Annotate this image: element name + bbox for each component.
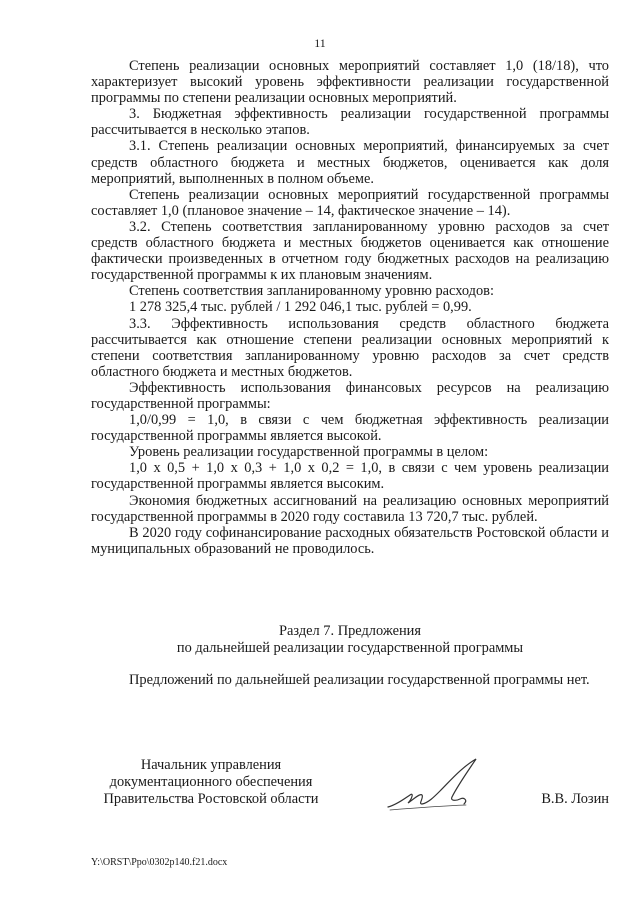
signatory-name: В.В. Лозин bbox=[541, 791, 609, 807]
section-title: Раздел 7. Предложения bbox=[279, 623, 421, 639]
section-subtitle: по дальнейшей реализации государственной программы bbox=[176, 640, 524, 656]
position-line: Правительства Ростовской области bbox=[103, 791, 319, 807]
section-heading bbox=[91, 623, 609, 657]
handwritten-signature bbox=[384, 755, 494, 815]
position-line: документационного обеспечения bbox=[109, 774, 313, 790]
paragraph: 3.1. Степень реализации основных мероприятий, финансируемых за счет средств областного бюджета и местных бюджетов, оценивается как доля мероприятий, выполненных в полном объеме. bbox=[91, 138, 609, 187]
paragraph: Степень реализации основных мероприятий государственной программы составляет 1,0 (плановое значение – 14, фактическое значение – 14). bbox=[91, 186, 609, 219]
paragraph: Эффективность использования финансовых ресурсов на реализацию государственной программы: bbox=[91, 379, 609, 412]
proposal-section bbox=[91, 672, 609, 689]
proposal-text: Предложений по дальнейшей реализации государственной программы нет. bbox=[129, 672, 590, 688]
paragraph: Экономия бюджетных ассигнований на реализацию основных мероприятий государственной программы в 2020 году составила 13 720,7 тыс. рублей. bbox=[91, 492, 609, 525]
signatory-position bbox=[91, 757, 331, 808]
page-number: 11 bbox=[314, 36, 326, 50]
position-line: Начальник управления bbox=[140, 757, 282, 773]
paragraph: В 2020 году софинансирование расходных обязательств Ростовской области и муниципальных образований не проводилось. bbox=[91, 524, 609, 557]
document-body bbox=[91, 58, 609, 557]
paragraph: Уровень реализации государственной программы в целом: bbox=[129, 444, 489, 461]
paragraph: Степень соответствия запланированному уровню расходов: bbox=[129, 283, 494, 300]
footer-file-path: Y:\ORST\Ppo\0302p140.f21.docx bbox=[91, 857, 228, 868]
paragraph: 3.3. Эффективность использования средств областного бюджета рассчитывается как отношение степени реализации основных мероприятий к степени соответствия запланированному уровню расходов за счет средств областного бюджета и местных бюджетов. bbox=[91, 315, 609, 380]
paragraph: Степень реализации основных мероприятий составляет 1,0 (18/18), что характеризует высокий уровень эффективности реализации государственной программы по степени реализации основных мероприятий. bbox=[91, 58, 609, 107]
formula-line: 1 278 325,4 тыс. рублей / 1 292 046,1 тыс. рублей = 0,99. bbox=[129, 299, 472, 316]
paragraph: 3.2. Степень соответствия запланированному уровню расходов за счет средств областного бюджета и местных бюджетов оценивается как отношение фактически произведенных в отчетном году бюджетных расходов на реализацию государственной программы к их плановым значениям. bbox=[91, 218, 609, 284]
paragraph: 3. Бюджетная эффективность реализации государственной программы рассчитывается в несколько этапов. bbox=[91, 106, 609, 139]
formula-line: 1,0/0,99 = 1,0, в связи с чем бюджетная эффективность реализации государственной программы является высокой. bbox=[91, 412, 609, 445]
formula-line: 1,0 х 0,5 + 1,0 х 0,3 + 1,0 х 0,2 = 1,0, в связи с чем уровень реализации государственной программы является высоким. bbox=[91, 460, 609, 493]
